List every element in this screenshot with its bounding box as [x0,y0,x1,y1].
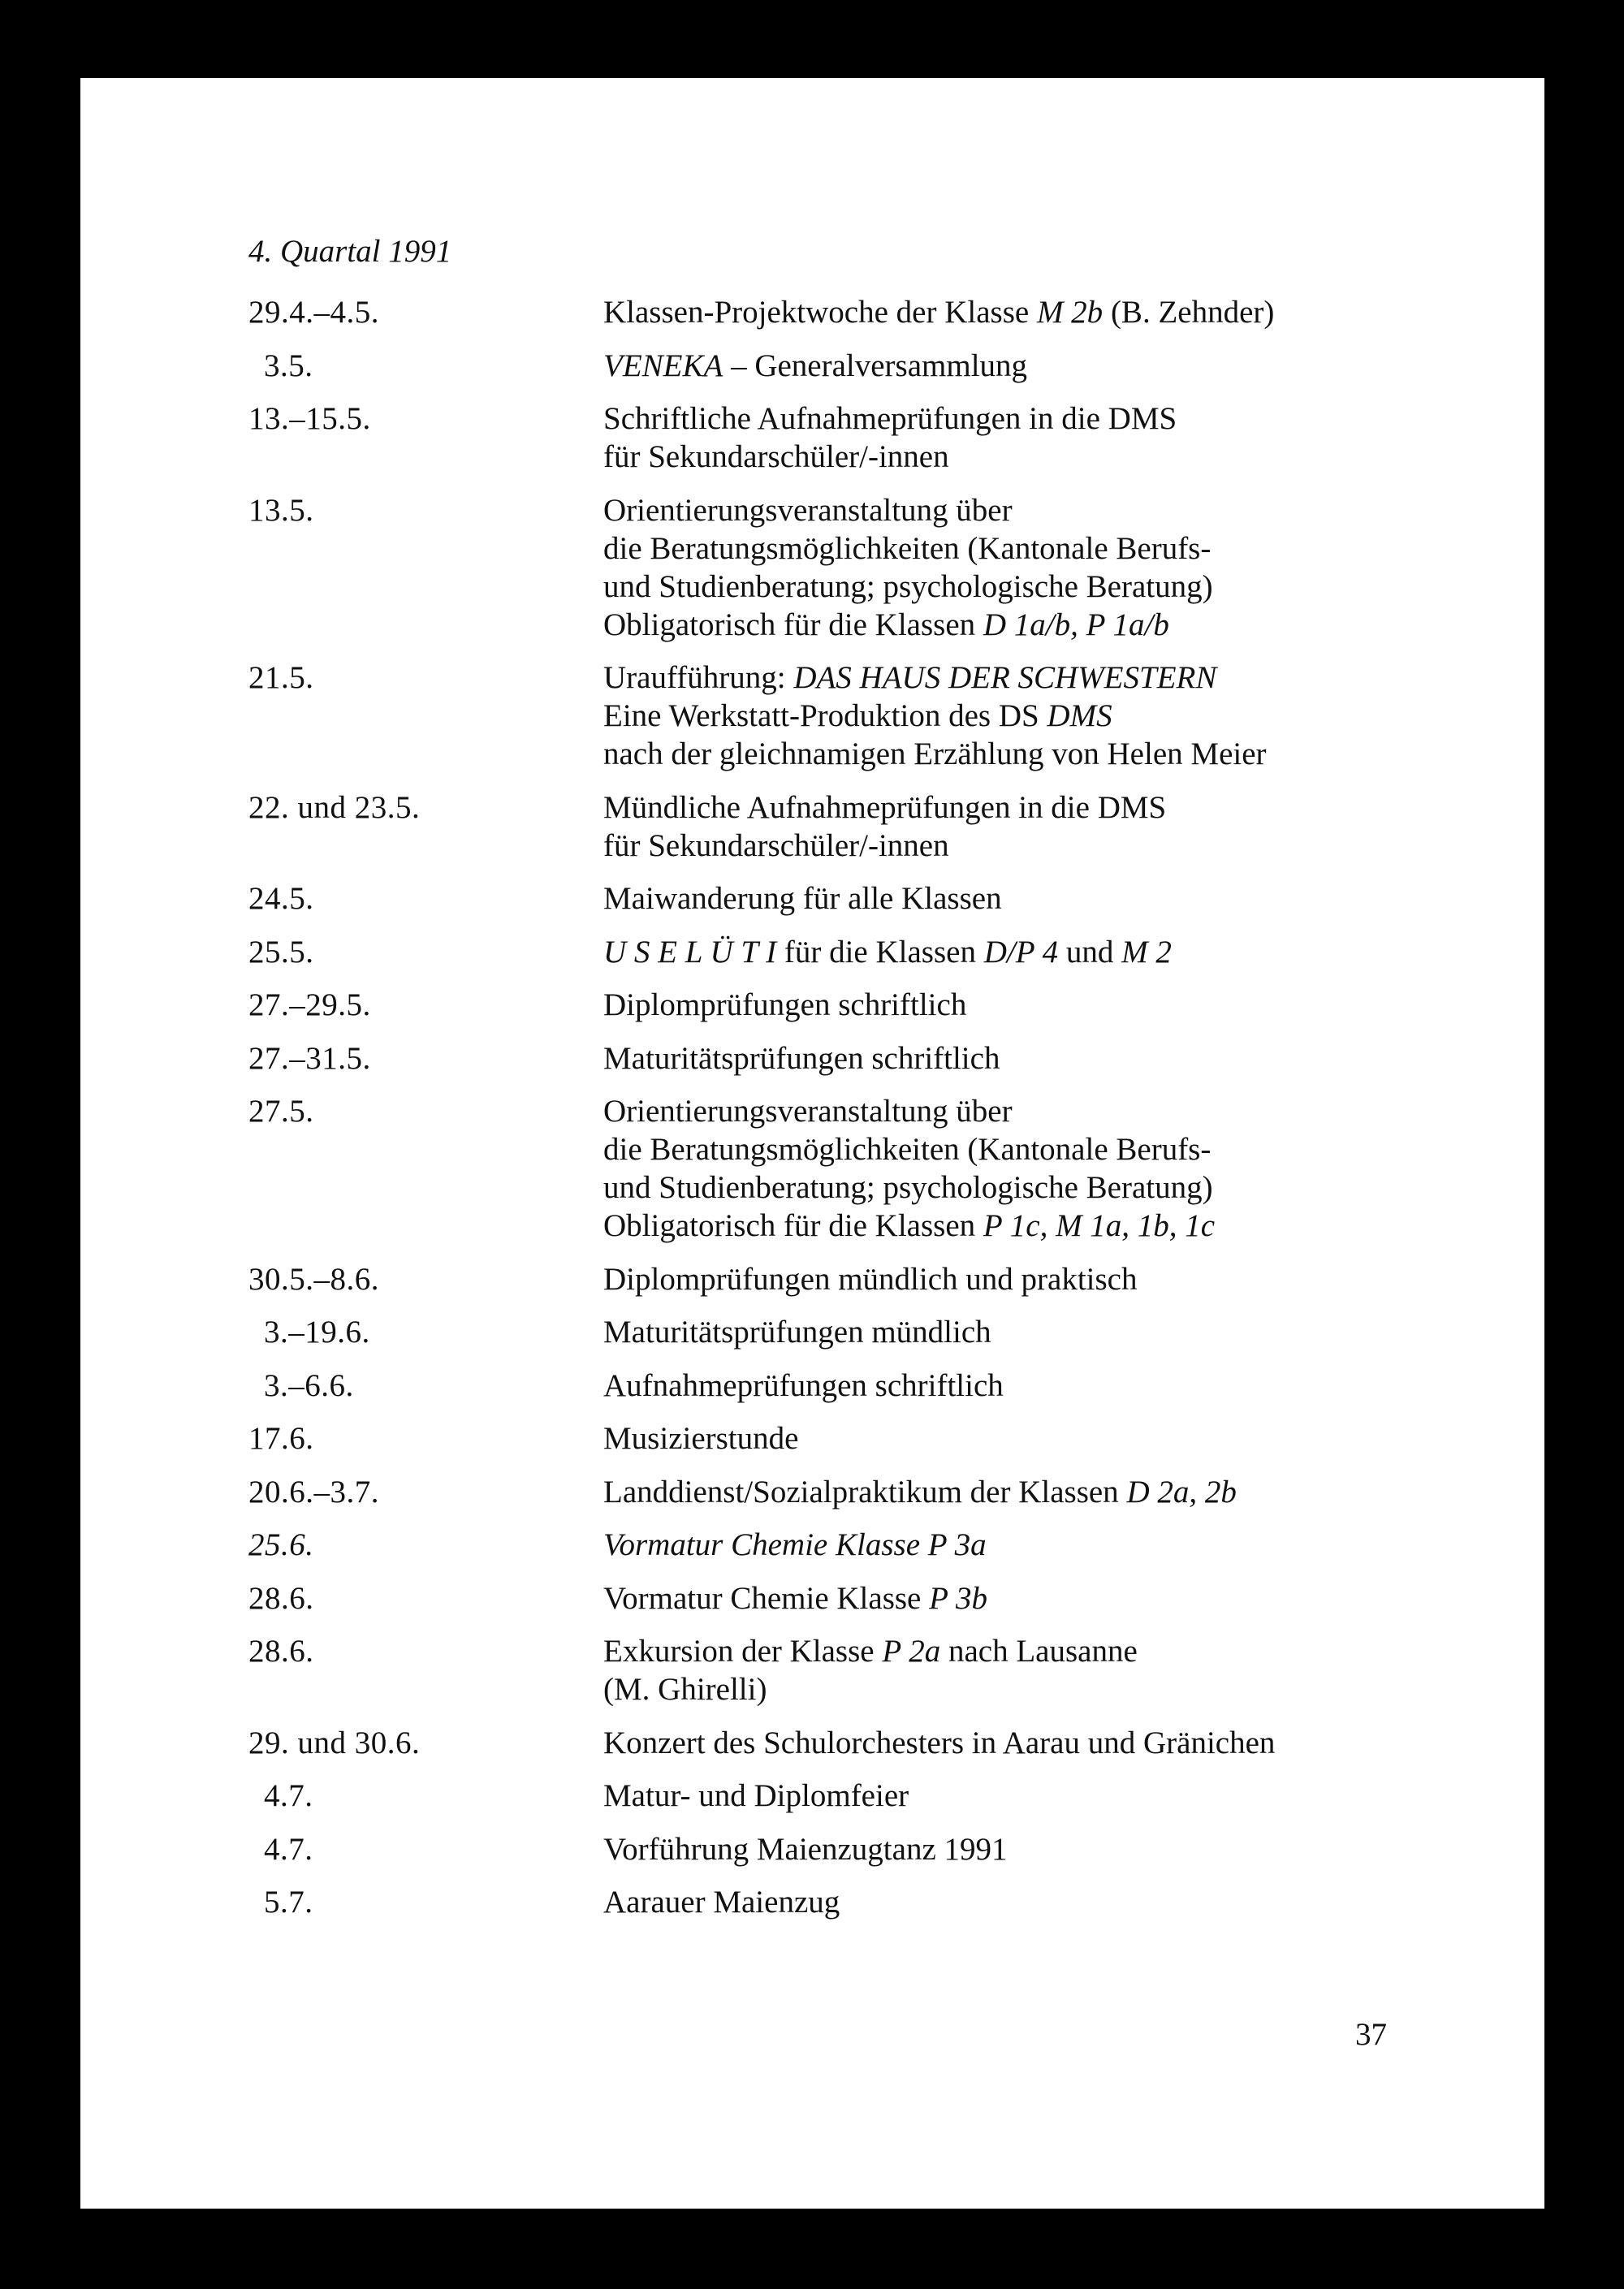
entry-description [603,788,1499,865]
schedule-entry [248,399,1499,476]
entry-line [603,1092,1499,1130]
entry-line [603,1168,1499,1207]
entry-date: 4.7. [264,1831,313,1867]
entry-text: Obligatorisch für die Klassen [603,607,983,642]
entry-description [603,1883,1499,1921]
entry-text: für Sekundarschüler/-innen [603,827,949,863]
entry-description [603,1724,1499,1762]
schedule-entry [248,788,1499,865]
entry-line [603,659,1499,697]
entry-date: 30.5.–8.6. [248,1261,379,1297]
entry-description [603,1526,1499,1564]
entry-date: 29. und 30.6. [248,1725,421,1760]
entry-text: Mündliche Aufnahmeprüfungen in die DMS [603,789,1167,825]
entry-line [603,1367,1499,1405]
entry-text: Eine Werkstatt-Produktion des DS [603,698,1047,733]
schedule-entry [248,1039,1499,1078]
entry-text: und Studienberatung; psychologische Beratung) [603,568,1213,604]
entry-text: Orientierungsveranstaltung über [603,492,1013,528]
class-designation: M 2b [1036,295,1104,330]
entry-date: 25.5. [248,934,314,970]
entry-text: Aufnahmeprüfungen schriftlich [603,1367,1004,1403]
entry-date: 13.–15.5. [248,401,371,436]
entry-date: 3.–19.6. [264,1315,370,1350]
entry-description [603,1313,1499,1351]
class-designation: P 3b [929,1580,987,1616]
entry-text: die Beratungsmöglichkeiten (Kantonale Berufs- [603,1132,1212,1167]
schedule-entry [248,1419,1499,1458]
entry-text: die Beratungsmöglichkeiten (Kantonale Berufs- [603,530,1212,566]
entry-line [603,438,1499,476]
entry-text: Vorführung Maienzugtanz 1991 [603,1831,1008,1867]
class-designation: U S E L Ü T I [603,934,777,970]
schedule-entry [248,491,1499,644]
entry-text: für die Klassen [776,934,984,970]
entry-line [603,293,1499,331]
entry-line [603,933,1499,971]
entry-date: 27.–31.5. [248,1040,371,1076]
entry-text: Exkursion der Klasse [603,1634,883,1669]
entry-description [603,491,1499,644]
schedule-entry [248,659,1499,773]
class-designation: D/P 4 [983,934,1059,970]
class-designation: VENEKA [603,348,723,383]
entry-description [603,293,1499,331]
entry-text: Vormatur Chemie Klasse [603,1580,930,1616]
entry-text: Uraufführung: [603,660,794,695]
entry-date: 21.5. [248,660,314,695]
entry-text: Obligatorisch für die Klassen [603,1208,983,1243]
entry-line [603,1419,1499,1458]
entry-text: – Generalversammlung [723,348,1028,383]
entry-description [603,1419,1499,1458]
entry-description [603,1830,1499,1868]
entry-text: Maiwanderung für alle Klassen [603,881,1002,916]
schedule-entry [248,1830,1499,1868]
entry-line [603,1473,1499,1511]
entry-text: Maturitätsprüfungen schriftlich [603,1040,1000,1076]
schedule-entry [248,1092,1499,1245]
entry-text: (M. Ghirelli) [603,1672,767,1707]
entry-description [603,986,1499,1024]
class-designation: P 2a [882,1634,941,1669]
entry-description [603,1579,1499,1617]
schedule-entry [248,1260,1499,1298]
entry-line [603,1130,1499,1168]
entry-text: Maturitätsprüfungen mündlich [603,1315,991,1350]
entry-text: Schriftliche Aufnahmeprüfungen in die DMS [603,401,1177,436]
schedule-entry [248,1473,1499,1511]
entry-description [603,933,1499,971]
entry-text: Klassen-Projektwoche der Klasse [603,295,1037,330]
schedule-entry [248,1526,1499,1564]
schedule-entry [248,1883,1499,1921]
class-designation: M 2 [1121,934,1172,970]
entry-description [603,1777,1499,1815]
entry-description [603,1632,1499,1708]
schedule-list [248,293,1499,1937]
entry-line [603,1670,1499,1708]
entry-text: (B. Zehnder) [1103,295,1275,330]
entry-text: nach Lausanne [940,1634,1138,1669]
entry-text: Orientierungsveranstaltung über [603,1094,1013,1129]
entry-date: 27.5. [248,1094,314,1129]
entry-text: Matur- und Diplomfeier [603,1778,909,1813]
schedule-entry [248,293,1499,331]
class-designation: P 1c, M 1a, 1b, 1c [983,1208,1216,1243]
schedule-entry [248,1724,1499,1762]
entry-line [603,1830,1499,1868]
entry-text: Diplomprüfungen mündlich und praktisch [603,1261,1138,1297]
entry-line [603,1724,1499,1762]
entry-text: für Sekundarschüler/-innen [603,439,949,474]
quarter-heading: 4. Quartal 1991 [248,234,452,269]
entry-line [603,399,1499,438]
entry-date: 28.6. [248,1580,314,1616]
page-number: 37 [1355,2017,1387,2052]
entry-line [603,788,1499,827]
entry-line [603,1313,1499,1351]
entry-text: Landdienst/Sozialpraktikum der Klassen [603,1474,1127,1509]
entry-text: und Studienberatung; psychologische Beratung) [603,1170,1213,1205]
schedule-entry [248,347,1499,385]
entry-text: und [1058,934,1122,970]
entry-line [603,1207,1499,1245]
entry-line [603,879,1499,918]
entry-description [603,1092,1499,1245]
class-designation: DAS HAUS DER SCHWESTERN [793,660,1217,695]
entry-text: Konzert des Schulorchesters in Aarau und Gränichen [603,1725,1276,1760]
entry-date: 17.6. [248,1421,314,1456]
entry-line [603,827,1499,865]
entry-date: 4.7. [264,1778,313,1813]
entry-description [603,1260,1499,1298]
entry-date: 3.5. [264,348,313,383]
entry-line [603,986,1499,1024]
class-designation: DMS [1047,698,1112,733]
schedule-entry [248,1777,1499,1815]
entry-line [603,1260,1499,1298]
entry-description [603,399,1499,476]
entry-line [603,568,1499,606]
entry-description [603,1473,1499,1511]
entry-date: 20.6.–3.7. [248,1474,379,1509]
entry-line [603,491,1499,529]
entry-text: Aarauer Maienzug [603,1885,840,1920]
entry-date: 3.–6.6. [264,1367,354,1403]
entry-line [603,1632,1499,1670]
entry-line [603,347,1499,385]
entry-description [603,879,1499,918]
schedule-entry [248,879,1499,918]
entry-text: Diplomprüfungen schriftlich [603,987,967,1022]
schedule-entry [248,1367,1499,1405]
entry-date: 29.4.–4.5. [248,295,379,330]
entry-text: nach der gleichnamigen Erzählung von Helen Meier [603,736,1267,771]
class-designation: Vormatur Chemie Klasse P 3a [603,1527,987,1562]
entry-description [603,347,1499,385]
entry-line [603,1526,1499,1564]
entry-line [603,1579,1499,1617]
entry-line [603,1777,1499,1815]
entry-line [603,697,1499,735]
entry-line [603,1039,1499,1078]
document-page [80,78,1544,2209]
entry-description [603,659,1499,773]
entry-description [603,1367,1499,1405]
entry-date: 22. und 23.5. [248,789,421,825]
entry-line [603,1883,1499,1921]
entry-date: 13.5. [248,492,314,528]
entry-line [603,735,1499,773]
schedule-entry [248,1579,1499,1617]
class-designation: D 2a, 2b [1126,1474,1237,1509]
entry-date: 27.–29.5. [248,987,371,1022]
entry-line [603,529,1499,568]
schedule-entry [248,1632,1499,1708]
schedule-entry [248,986,1499,1024]
class-designation: D 1a/b, P 1a/b [983,607,1169,642]
entry-date: 5.7. [264,1885,313,1920]
entry-date: 28.6. [248,1634,314,1669]
entry-description [603,1039,1499,1078]
entry-text: Musizierstunde [603,1421,799,1456]
entry-date: 25.6. [248,1527,314,1562]
entry-line [603,606,1499,644]
schedule-entry [248,1313,1499,1351]
schedule-entry [248,933,1499,971]
entry-date: 24.5. [248,881,314,916]
